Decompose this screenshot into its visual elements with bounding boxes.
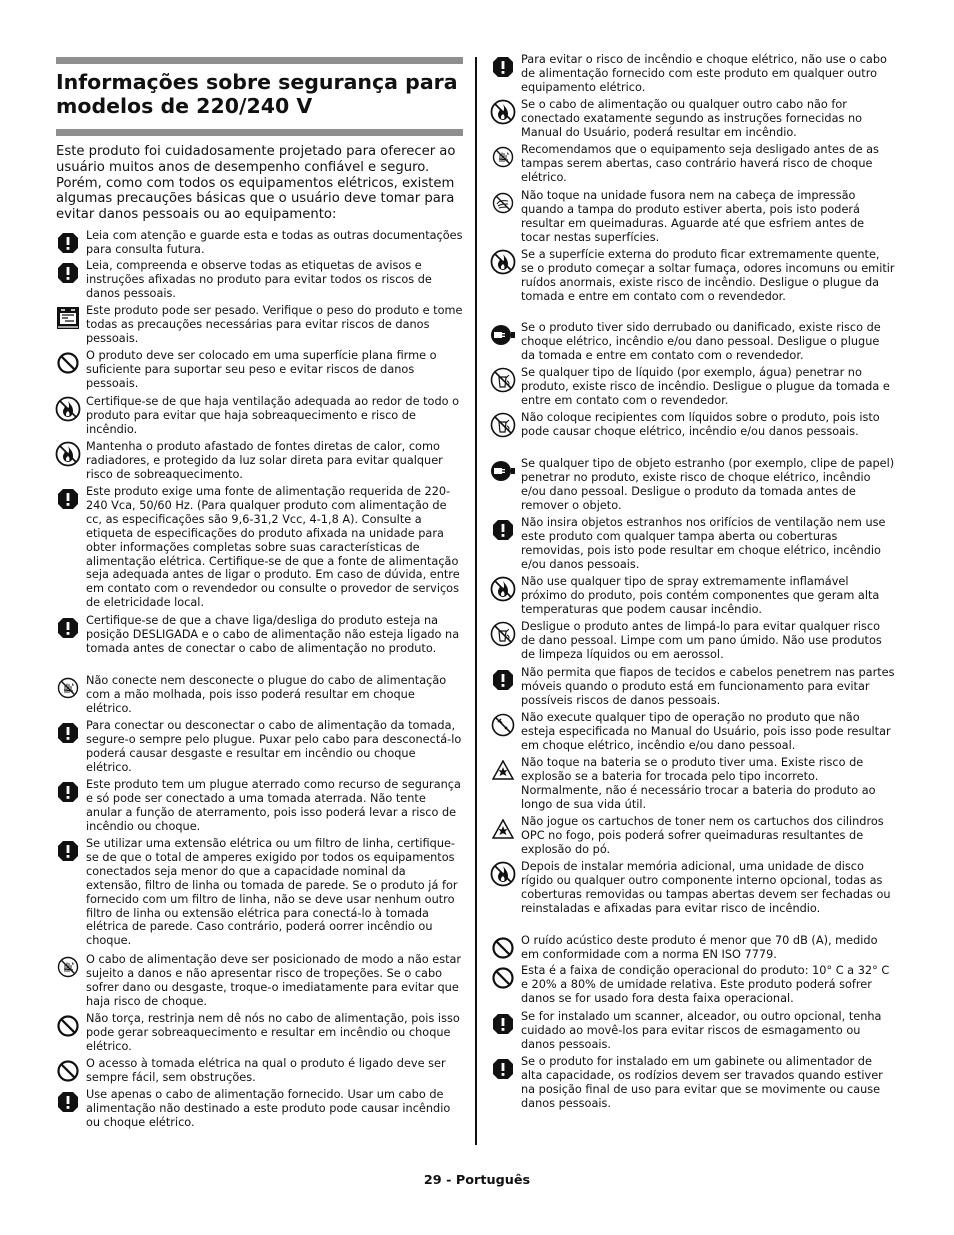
- safety-item: [489, 815, 895, 857]
- safety-item: [54, 229, 463, 257]
- safety-item: [54, 674, 463, 716]
- no-liquid-icon: [489, 411, 516, 438]
- exclamation-icon: [54, 837, 81, 864]
- safety-item: [489, 516, 895, 572]
- no-wet-hands-icon: [54, 674, 81, 701]
- safety-item: [54, 1057, 463, 1085]
- exclamation-icon: [489, 666, 516, 693]
- prohibited-icon: [54, 349, 81, 376]
- no-fire-icon: [489, 98, 516, 125]
- safety-item: [489, 756, 895, 812]
- safety-item-text: Desligue o produto antes de limpá-lo para evitar qualquer risco de dano pessoal. Limpe com um pano úmido. Não use produtos de limpeza líquidos ou em aerossol.: [521, 620, 882, 661]
- safety-item: [489, 575, 895, 617]
- safety-item: [489, 189, 895, 245]
- safety-item: [489, 143, 895, 185]
- exclamation-icon: [489, 1055, 516, 1082]
- safety-item: [54, 259, 463, 301]
- exclamation-icon: [54, 259, 81, 286]
- title-bottom-rule: [56, 129, 463, 136]
- no-fire-icon: [489, 860, 516, 887]
- safety-item: [489, 1055, 895, 1111]
- safety-item: [489, 457, 895, 513]
- safety-item-text: Este produto exige uma fonte de alimentação requerida de 220-240 Vca, 50/60 Hz. (Para qualquer produto com alimentação de cc, as especificações são 9,6-31,2 Vcc, 4-1,8 A). Consulte a etiqueta de especificações do produto afixada na unidade para obter informações completas sobre suas características de alimentação elétrica. Certifique-se de que a fonte de alimentação seja adequada antes de ligar o produto. Em caso de dúvida, entre em contato com o revendedor ou consulte o provedor de serviços de eletricidade local.: [86, 485, 460, 610]
- safety-item-text: Se a superfície externa do produto ficar extremamente quente, se o produto começar a soltar fumaça, odores incomuns ou emitir ruídos anormais, existe risco de incêndio. Desligue o plugue da tomada e entre em contato com o revendedor.: [521, 248, 895, 303]
- no-fire-icon: [54, 395, 81, 422]
- safety-item-text: Mantenha o produto afastado de fontes diretas de calor, como radiadores, e protegido da luz solar direta para evitar qualquer risco de sobreaquecimento.: [86, 440, 443, 481]
- safety-item: [489, 248, 895, 304]
- unplug-icon: [489, 457, 516, 484]
- exclamation-icon: [54, 778, 81, 805]
- safety-item: [54, 953, 463, 1009]
- prohibited-icon: [54, 1057, 81, 1084]
- prohibited-icon: [489, 934, 516, 961]
- prohibited-icon: [489, 964, 516, 991]
- safety-item-text: Se utilizar uma extensão elétrica ou um filtro de linha, certifique-se de que o total de amperes exigido por todos os equipamentos conectados seja menor do que a capacidade nominal da extensão, filtro de linha ou tomada de parede. Se o produto já for fornecido com um filtro de linha, não se deve usar nenhum outro filtro de linha ou extensão elétrica para conectá-lo à tomada elétrica de parede. Caso contrário, poderá oorrer incêndio ou choque.: [86, 837, 458, 948]
- safety-item-text: O produto deve ser colocado em uma superfície plana firme o suficiente para suportar seu peso e evitar riscos de danos pessoais.: [86, 349, 437, 390]
- safety-item-text: Não toque na bateria se o produto tiver uma. Existe risco de explosão se a bateria for trocada pelo tipo incorreto. Normalmente, não é necessário trocar a bateria do produto ao longo de sua vida útil.: [521, 756, 876, 811]
- safety-item-text: Para evitar o risco de incêndio e choque elétrico, não use o cabo de alimentação fornecido com este produto em qualquer outro equipamento elétrico.: [521, 53, 887, 94]
- safety-item-text: Não insira objetos estranhos nos orifícios de ventilação nem use este produto com qualquer tampa aberta ou coberturas removidas, pois isto pode resultar em choque elétrico, incêndio e/ou danos pessoais.: [521, 516, 886, 571]
- exclamation-icon: [54, 485, 81, 512]
- exclamation-icon: [54, 1088, 81, 1115]
- safety-item-text: Não torça, restrinja nem dê nós no cabo de alimentação, pois isso pode gerar sobreaquecimento e resultar em incêndio ou choque elétrico.: [86, 1012, 460, 1053]
- no-disassemble-icon: [489, 711, 516, 738]
- safety-item-text: Para conectar ou desconectar o cabo de alimentação da tomada, segure-o sempre pelo plugue. Puxar pelo cabo para desconectá-lo poderá causar desgaste e resultar em incêndio ou choque elétrico.: [86, 719, 462, 774]
- exclamation-icon: [54, 614, 81, 641]
- safety-item-text: Use apenas o cabo de alimentação fornecido. Usar um cabo de alimentação não destinado a este produto pode causar incêndio ou choque elétrico.: [86, 1088, 451, 1129]
- prohibited-icon: [54, 1012, 81, 1039]
- no-liquid-icon: [489, 366, 516, 393]
- heavy-object-icon: [54, 304, 81, 331]
- safety-item-text: Se o produto for instalado em um gabinete ou alimentador de alta capacidade, os rodízios devem ser travados quando estiver na posição final de uso para evitar que se movimente ou cause danos pessoais.: [521, 1055, 883, 1110]
- safety-item-text: Esta é a faixa de condição operacional do produto: 10° C a 32° C e 20% a 80% de umidade relativa. Este produto poderá sofrer danos se for usado fora desta faixa operacional.: [521, 964, 890, 1005]
- safety-item-text: Se qualquer tipo de objeto estranho (por exemplo, clipe de papel) penetrar no produto, existe risco de choque elétrico, incêndio e/ou dano pessoal. Desligue o produto da tomada antes de remover o objeto.: [521, 457, 895, 512]
- safety-item: [489, 53, 895, 95]
- exclamation-icon: [489, 53, 516, 80]
- safety-item-text: O cabo de alimentação deve ser posicionado de modo a não estar sujeito a danos e não apresentar risco de tropeções. Se o cabo sofrer dano ou desgaste, troque-o imediatamente para evitar que haja risco de choque.: [86, 953, 462, 1008]
- safety-item: [489, 366, 895, 408]
- safety-item: [54, 1012, 463, 1054]
- exclamation-icon: [54, 719, 81, 746]
- safety-item: [489, 411, 895, 439]
- no-touch-icon: [489, 189, 516, 216]
- intro-paragraph: Este produto foi cuidadosamente projetado para oferecer ao usuário muitos anos de desempenho confiável e seguro. Porém, como com todos os equipamentos elétricos, existem algumas precauções básicas que o usuário deve tomar para evitar danos pessoais ou ao equipamento:: [56, 144, 456, 223]
- no-wet-hands-icon: [489, 143, 516, 170]
- safety-item: [54, 485, 463, 610]
- safety-item-text: Certifique-se de que a chave liga/desliga do produto esteja na posição DESLIGADA e o cabo de alimentação não esteja ligado na tomada antes de conectar o cabo de alimentação no produto.: [86, 614, 460, 655]
- safety-item: [489, 1010, 895, 1052]
- page-footer: 29 - Português: [423, 1173, 531, 1188]
- exclamation-icon: [489, 516, 516, 543]
- safety-item: [489, 964, 895, 1006]
- safety-item-text: Depois de instalar memória adicional, uma unidade de disco rígido ou qualquer outro componente interno opcional, todas as coberturas removidas ou tampas abertas devem ser fechadas ou reinstaladas e afixadas para evitar risco de incêndio.: [521, 860, 891, 915]
- safety-item-text: O ruído acústico deste produto é menor que 70 dB (A), medido em conformidade com a norma EN ISO 7779.: [521, 934, 878, 961]
- safety-item-text: Recomendamos que o equipamento seja desligado antes de as tampas serem abertas, caso contrário haverá risco de choque elétrico.: [521, 143, 879, 184]
- safety-item: [489, 666, 895, 708]
- safety-item-text: Se o cabo de alimentação ou qualquer outro cabo não for conectado exatamente segundo as instruções fornecidas no Manual do Usuário, poderá resultar em incêndio.: [521, 98, 863, 139]
- no-fire-icon: [489, 575, 516, 602]
- safety-item-text: Leia com atenção e guarde esta e todas as outras documentações para consulta futura.: [86, 229, 463, 256]
- no-fire-icon: [489, 248, 516, 275]
- explosion-warning-icon: [489, 815, 516, 842]
- safety-item: [54, 304, 463, 346]
- safety-item: [489, 934, 895, 962]
- safety-item-text: Não jogue os cartuchos de toner nem os cartuchos dos cilindros OPC no fogo, pois poderá sofrer queimaduras resultantes de explosão do pó.: [521, 815, 884, 856]
- safety-item-text: Não coloque recipientes com líquidos sobre o produto, pois isto pode causar choque elétrico, incêndio e/ou danos pessoais.: [521, 411, 880, 438]
- safety-item-text: Não permita que fiapos de tecidos e cabelos penetrem nas partes móveis quando o produto está em funcionamento para evitar possíveis riscos de danos pessoais.: [521, 666, 895, 707]
- safety-item-text: Leia, compreenda e observe todas as etiquetas de avisos e instruções afixadas no produto para evitar todos os riscos de danos pessoais.: [86, 259, 432, 300]
- safety-item-text: Este produto tem um plugue aterrado como recurso de segurança e só pode ser conectado a uma tomada aterrada. Não tente anular a função de aterramento, pois isso poderá levar a risco de incêndio ou choque.: [86, 778, 461, 833]
- safety-item-text: Se qualquer tipo de líquido (por exemplo, água) penetrar no produto, existe risco de incêndio. Desligue o plugue da tomada e entre em contato com o revendedor.: [521, 366, 890, 407]
- exclamation-icon: [54, 229, 81, 256]
- safety-item: [489, 711, 895, 753]
- safety-item-text: Se for instalado um scanner, alceador, ou outro opcional, tenha cuidado ao movê-los para evitar riscos de esmagamento ou danos pessoais.: [521, 1010, 882, 1051]
- explosion-warning-icon: [489, 756, 516, 783]
- unplug-icon: [489, 321, 516, 348]
- safety-item: [54, 837, 463, 948]
- safety-item: [54, 1088, 463, 1130]
- safety-item: [54, 614, 463, 656]
- safety-item-text: Não conecte nem desconecte o plugue do cabo de alimentação com a mão molhada, pois isso poderá resultar em choque elétrico.: [86, 674, 447, 715]
- safety-item: [54, 395, 463, 437]
- safety-item-text: O acesso à tomada elétrica na qual o produto é ligado deve ser sempre fácil, sem obstruções.: [86, 1057, 446, 1084]
- safety-item: [489, 98, 895, 140]
- page-title: Informações sobre segurança para modelos de 220/240 V: [56, 70, 458, 118]
- safety-item: [489, 860, 895, 916]
- safety-item: [54, 349, 463, 391]
- safety-item: [54, 440, 463, 482]
- safety-item: [489, 321, 895, 363]
- no-fire-icon: [54, 440, 81, 467]
- title-top-rule: [56, 57, 463, 64]
- no-wet-hands-icon: [54, 953, 81, 980]
- safety-item-text: Este produto pode ser pesado. Verifique o peso do produto e tome todas as precauções necessárias para evitar riscos de danos pessoais.: [86, 304, 463, 345]
- safety-item-text: Certifique-se de que haja ventilação adequada ao redor de todo o produto para evitar que haja sobreaquecimento e risco de incêndio.: [86, 395, 460, 436]
- safety-item: [54, 719, 463, 775]
- safety-item-text: Não execute qualquer tipo de operação no produto que não esteja especificada no Manual do Usuário, pois isso pode resultar em choque elétrico, incêndio e/ou dano pessoal.: [521, 711, 891, 752]
- safety-item-text: Não use qualquer tipo de spray extremamente inflamável próximo do produto, pois contém componentes que geram alta temperaturas que podem causar incêndio.: [521, 575, 880, 616]
- safety-item-text: Se o produto tiver sido derrubado ou danificado, existe risco de choque elétrico, incêndio e/ou dano pessoal. Desligue o plugue da tomada e entre em contato com o revendedor.: [521, 321, 881, 362]
- exclamation-icon: [489, 1010, 516, 1037]
- safety-item: [54, 778, 463, 834]
- column-divider: [475, 57, 477, 1145]
- safety-item-text: Não toque na unidade fusora nem na cabeça de impressão quando a tampa do produto estiver aberta, pois isto poderá resultar em queimaduras. Aguarde até que esfriem antes de tocar nestas superfícies.: [521, 189, 865, 244]
- no-liquid-icon: [489, 620, 516, 647]
- safety-item: [489, 620, 895, 662]
